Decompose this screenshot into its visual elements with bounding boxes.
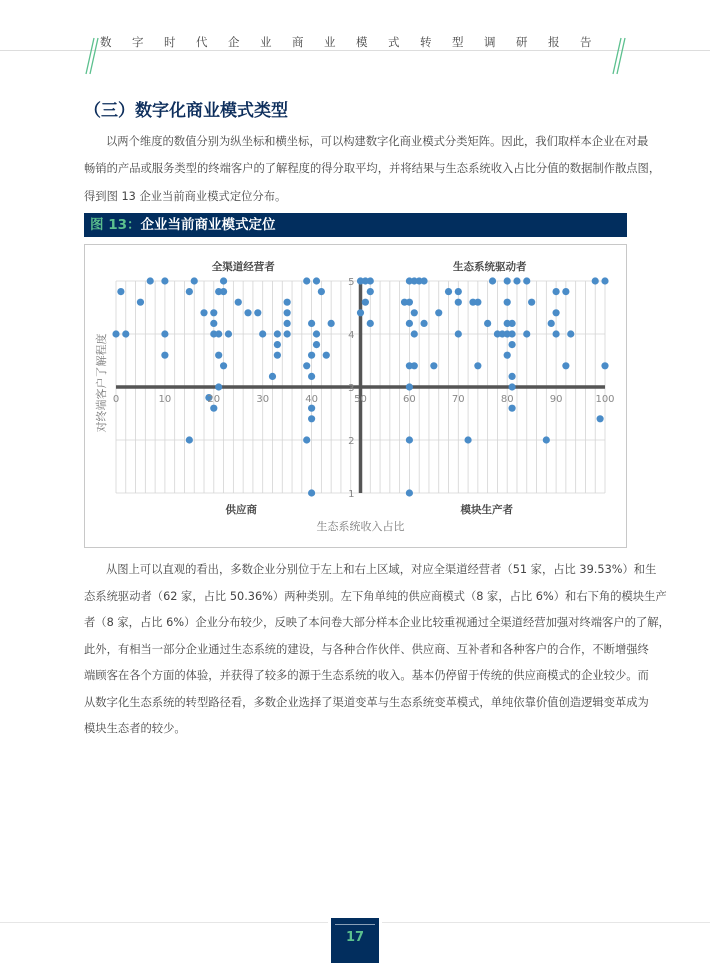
y-tick-label: 1 — [348, 489, 355, 500]
data-point — [597, 415, 604, 422]
data-point — [122, 330, 129, 337]
x-tick-label: 10 — [158, 394, 172, 405]
x-tick-label: 50 — [354, 394, 367, 405]
figure-title: 企业当前商业模式定位 — [140, 217, 276, 233]
y-tick-label: 2 — [348, 436, 355, 447]
data-point — [284, 299, 291, 306]
data-point — [455, 299, 462, 306]
data-point — [548, 320, 555, 327]
header-divider — [0, 50, 710, 51]
data-point — [210, 405, 217, 412]
data-point — [328, 320, 335, 327]
data-point — [161, 352, 168, 359]
data-point — [274, 352, 281, 359]
y-tick-label: 4 — [348, 330, 355, 341]
quadrant-label-top-right: 生态系统驱动者 — [453, 261, 527, 273]
text-line: 畅销的产品或服务类型的终端客户的了解程度的得分取平均，并将结果与生态系统收入占比分值的数据制作散点图， — [84, 162, 661, 176]
chart-svg — [85, 245, 626, 547]
data-point — [274, 330, 281, 337]
data-point — [200, 309, 207, 316]
x-tick-label: 0 — [112, 394, 120, 405]
data-point — [323, 352, 330, 359]
data-point — [367, 277, 374, 284]
data-point — [592, 277, 599, 284]
data-point — [308, 415, 315, 422]
x-tick-label: 20 — [207, 394, 221, 405]
data-point — [562, 362, 569, 369]
data-point — [112, 330, 119, 337]
y-tick-label: 5 — [348, 277, 355, 288]
quadrant-label-top-left: 全渠道经营者 — [211, 261, 275, 273]
data-point — [504, 352, 511, 359]
data-point — [215, 330, 222, 337]
figure-caption-banner — [84, 213, 627, 237]
data-point — [186, 436, 193, 443]
data-point — [117, 288, 124, 295]
x-tick-label: 30 — [256, 394, 270, 405]
data-point — [601, 277, 608, 284]
data-point — [225, 330, 232, 337]
data-point — [367, 320, 374, 327]
data-point — [553, 330, 560, 337]
data-point — [553, 309, 560, 316]
data-point — [220, 288, 227, 295]
data-point — [508, 341, 515, 348]
data-point — [284, 309, 291, 316]
data-point — [308, 405, 315, 412]
footer-divider — [0, 922, 328, 923]
data-point — [489, 277, 496, 284]
intro-paragraph — [84, 128, 661, 210]
data-point — [313, 330, 320, 337]
page-number-rule — [335, 924, 375, 925]
data-point — [308, 352, 315, 359]
data-point — [210, 309, 217, 316]
data-point — [508, 373, 515, 380]
data-point — [455, 330, 462, 337]
data-point — [504, 277, 511, 284]
x-tick-label: 70 — [451, 394, 465, 405]
data-point — [303, 436, 310, 443]
data-point — [567, 330, 574, 337]
data-point — [420, 320, 427, 327]
data-point — [259, 330, 266, 337]
quadrant-label-bottom-right: 模块生产者 — [460, 504, 513, 516]
data-point — [430, 362, 437, 369]
text-line: 以两个维度的数值分别为纵坐标和横坐标，可以构建数字化商业模式分类矩阵。因此，我们取样本企业在对最 — [106, 135, 649, 148]
data-point — [601, 362, 608, 369]
data-point — [313, 341, 320, 348]
data-point — [508, 320, 515, 327]
header-slash-right-icon — [612, 36, 626, 76]
data-point — [406, 383, 413, 390]
x-axis-title: 生态系统收入占比 — [316, 520, 405, 533]
data-point — [464, 436, 471, 443]
data-point — [186, 288, 193, 295]
data-point — [220, 362, 227, 369]
data-point — [303, 277, 310, 284]
x-tick-label: 60 — [403, 394, 416, 405]
page-number-box — [331, 918, 379, 963]
x-tick-label: 80 — [500, 394, 514, 405]
data-point — [284, 330, 291, 337]
data-point — [161, 330, 168, 337]
text-line: 态系统驱动者（62 家，占比 50.36%）两种类别。左下角单纯的供应商模式（8 家，占比 6%）和右下角的模块生产 — [84, 589, 667, 603]
data-point — [215, 352, 222, 359]
data-point — [318, 288, 325, 295]
data-point — [220, 277, 227, 284]
data-point — [420, 277, 427, 284]
text-line: 端顾客在各个方面的体验，并获得了较多的源于生态系统的收入。基本仍停留于传统的供应商模式的企业较少。而 — [84, 669, 649, 682]
data-point — [210, 320, 217, 327]
text-line: 从图上可以直观的看出，多数企业分别位于左上和右上区域，对应全渠道经营者（51 家，占比 39.53%）和生 — [106, 563, 657, 576]
data-point — [406, 299, 413, 306]
data-point — [406, 320, 413, 327]
data-point — [274, 341, 281, 348]
data-point — [191, 277, 198, 284]
data-point — [504, 299, 511, 306]
text-line: 者（8 家，占比 6%）企业分布较少，反映了本问卷大部分样本企业比较重视通过全渠道经营加强对终端客户的了解， — [84, 616, 670, 629]
y-tick-label: 3 — [348, 383, 355, 394]
data-point — [215, 383, 222, 390]
figure-label: 图 13： — [90, 217, 141, 233]
data-point — [303, 362, 310, 369]
x-tick-label: 90 — [549, 394, 563, 405]
footer-divider — [382, 922, 710, 923]
data-point — [406, 436, 413, 443]
data-point — [508, 330, 515, 337]
header-slash-left-icon — [85, 36, 99, 76]
data-point — [553, 288, 560, 295]
data-point — [406, 489, 413, 496]
data-point — [411, 330, 418, 337]
data-point — [313, 277, 320, 284]
data-point — [137, 299, 144, 306]
data-point — [284, 320, 291, 327]
data-point — [508, 383, 515, 390]
data-point — [435, 309, 442, 316]
text-line: 模块生态者的较少。 — [84, 722, 186, 735]
data-point — [523, 330, 530, 337]
data-point — [147, 277, 154, 284]
data-point — [411, 309, 418, 316]
data-point — [543, 436, 550, 443]
data-point — [411, 362, 418, 369]
data-point — [357, 309, 364, 316]
y-axis-title: 对终端客户了解程度 — [95, 333, 108, 433]
x-tick-label: 100 — [595, 394, 615, 405]
data-point — [308, 489, 315, 496]
report-title: 数字时代企业商业模式转型调研报告 — [100, 35, 612, 49]
data-point — [484, 320, 491, 327]
data-point — [269, 373, 276, 380]
text-line: 得到图 13 企业当前商业模式定位分布。 — [84, 189, 287, 203]
data-point — [367, 288, 374, 295]
data-point — [562, 288, 569, 295]
data-point — [508, 405, 515, 412]
text-line: 此外，有相当一部分企业通过生态系统的建设，与各种合作伙伴、供应商、互补者和各种客户的合作，不断增强终 — [84, 642, 649, 656]
data-point — [308, 320, 315, 327]
section-title: （三）数字化商业模式类型 — [84, 101, 288, 121]
data-point — [308, 373, 315, 380]
data-point — [445, 288, 452, 295]
data-point — [161, 277, 168, 284]
data-point — [235, 299, 242, 306]
quadrant-label-bottom-left: 供应商 — [225, 504, 257, 516]
scatter-chart — [84, 244, 627, 548]
data-point — [523, 277, 530, 284]
text-line: 从数字化生态系统的转型路径看，多数企业选择了渠道变革与生态系统变革模式，单纯依靠价值创造逻辑变革成为 — [84, 695, 649, 709]
data-point — [474, 362, 481, 369]
data-point — [455, 288, 462, 295]
analysis-paragraph — [84, 557, 670, 743]
data-point — [362, 299, 369, 306]
data-point — [513, 277, 520, 284]
x-tick-label: 40 — [305, 394, 318, 405]
data-point — [244, 309, 251, 316]
data-point — [474, 299, 481, 306]
data-point — [528, 299, 535, 306]
page-number: 17 — [345, 930, 365, 945]
data-point — [254, 309, 261, 316]
